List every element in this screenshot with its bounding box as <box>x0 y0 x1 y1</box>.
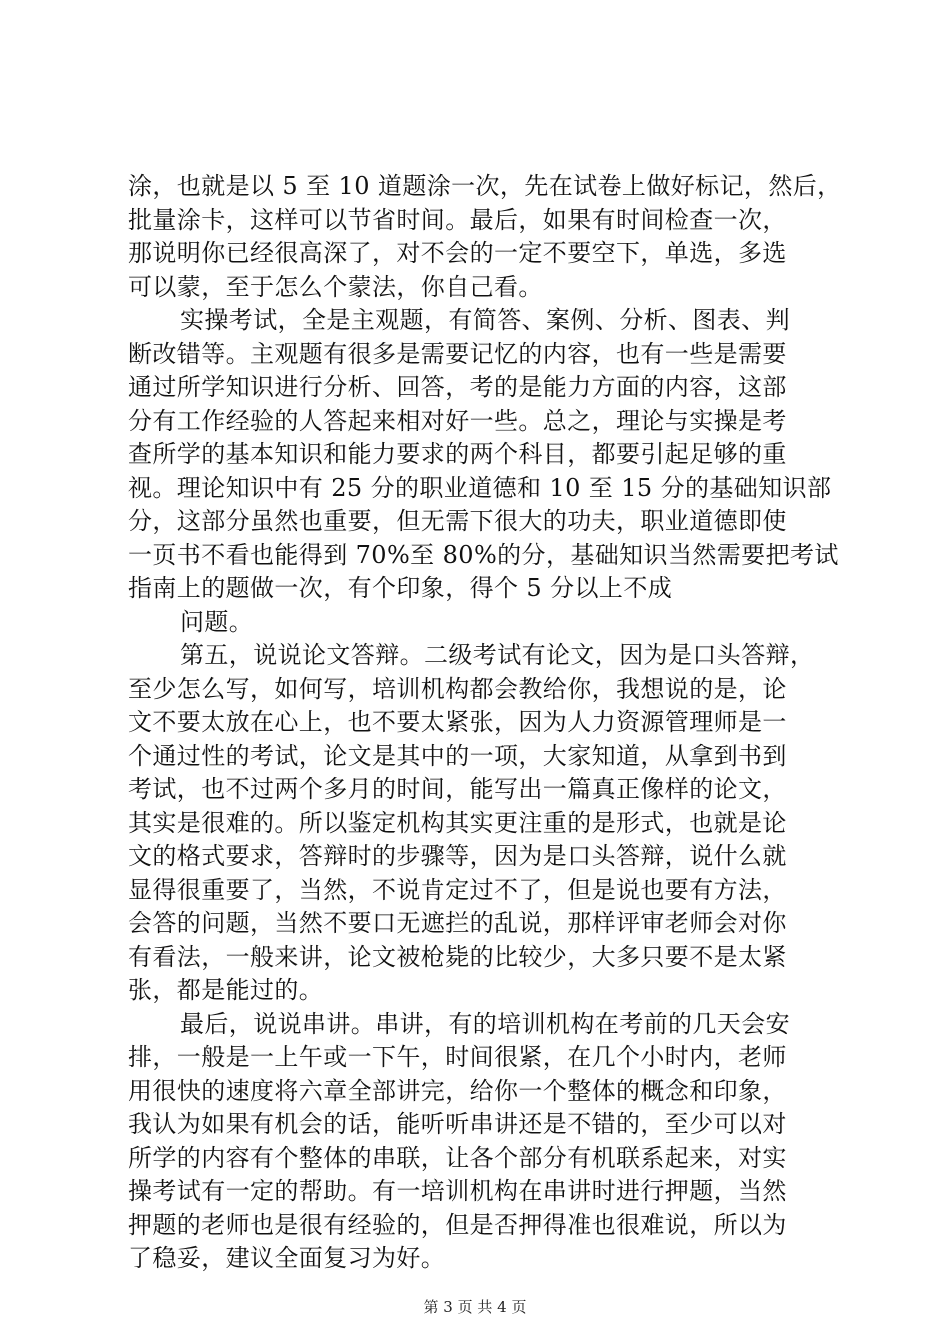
text-line: 会答的问题，当然不要口无遮拦的乱说，那样评审老师会对你 <box>128 909 787 937</box>
text-line: 查所学的基本知识和能力要求的两个科目，都要引起足够的重 <box>128 440 787 468</box>
text-line: 实操考试，全是主观题，有简答、案例、分析、图表、判 <box>180 306 790 334</box>
text-line: 那说明你已经很高深了，对不会的一定不要空下，单选，多选 <box>128 239 787 267</box>
text-line: 文的格式要求，答辩时的步骤等，因为是口头答辩，说什么就 <box>128 842 787 870</box>
page-footer: 第 3 页 共 4 页 <box>423 1298 527 1316</box>
text-line: 我认为如果有机会的话，能听听串讲还是不错的，至少可以对 <box>128 1110 787 1138</box>
text-line: 通过所学知识进行分析、回答，考的是能力方面的内容，这部 <box>128 373 787 401</box>
text-line: 了稳妥，建议全面复习为好。 <box>128 1244 446 1272</box>
text-line: 所学的内容有个整体的串联，让各个部分有机联系起来，对实 <box>128 1143 787 1172</box>
text-line: 考试，也不过两个多月的时间，能写出一篇真正像样的论文， <box>128 775 787 803</box>
text-line: 至少怎么写，如何写，培训机构都会教给你，我想说的是，论 <box>128 674 787 703</box>
text-line: 其实是很难的。所以鉴定机构其实更注重的是形式，也就是论 <box>128 808 787 837</box>
text-line: 个通过性的考试，论文是其中的一项，大家知道，从拿到书到 <box>128 741 787 770</box>
text-line: 问题。 <box>180 607 254 636</box>
text-line: 视。理论知识中有 25 分的职业道德和 10 至 15 分的基础知识部 <box>128 473 832 502</box>
text-line: 批量涂卡，这样可以节省时间。最后，如果有时间检查一次， <box>128 205 787 234</box>
text-line: 用很快的速度将六章全部讲完，给你一个整体的概念和印象， <box>128 1076 787 1105</box>
text-line: 文不要太放在心上，也不要太紧张，因为人力资源管理师是一 <box>128 708 787 736</box>
text-line: 断改错等。主观题有很多是需要记忆的内容，也有一些是需要 <box>128 339 787 368</box>
text-line: 一页书不看也能得到 70%至 80%的分，基础知识当然需要把考试 <box>128 540 839 569</box>
text-line: 操考试有一定的帮助。有一培训机构在串讲时进行押题，当然 <box>128 1177 787 1205</box>
text-line: 指南上的题做一次，有个印象，得个 5 分以上不成 <box>128 574 673 602</box>
text-line: 排，一般是一上午或一下午，时间很紧，在几个小时内，老师 <box>128 1043 787 1071</box>
text-line: 显得很重要了，当然，不说肯定过不了，但是说也要有方法， <box>128 875 787 904</box>
text-line: 最后，说说串讲。串讲，有的培训机构在考前的几天会安 <box>180 1009 790 1038</box>
text-line: 分有工作经验的人答起来相对好一些。总之，理论与实操是考 <box>128 406 787 435</box>
text-line: 第五，说说论文答辩。二级考试有论文，因为是口头答辩， <box>180 641 815 669</box>
text-line: 分，这部分虽然也重要，但无需下很大的功夫，职业道德即使 <box>128 507 787 535</box>
document-body <box>128 170 842 1276</box>
text-line: 可以蒙，至于怎么个蒙法，你自己看。 <box>128 272 543 301</box>
text-line: 张，都是能过的。 <box>128 976 324 1004</box>
text-line: 有看法，一般来讲，论文被枪毙的比较少，大多只要不是太紧 <box>128 942 787 971</box>
text-line: 押题的老师也是很有经验的，但是否押得准也很难说，所以为 <box>128 1210 787 1239</box>
text-line: 涂，也就是以 5 至 10 道题涂一次，先在试卷上做好标记，然后， <box>128 172 842 200</box>
